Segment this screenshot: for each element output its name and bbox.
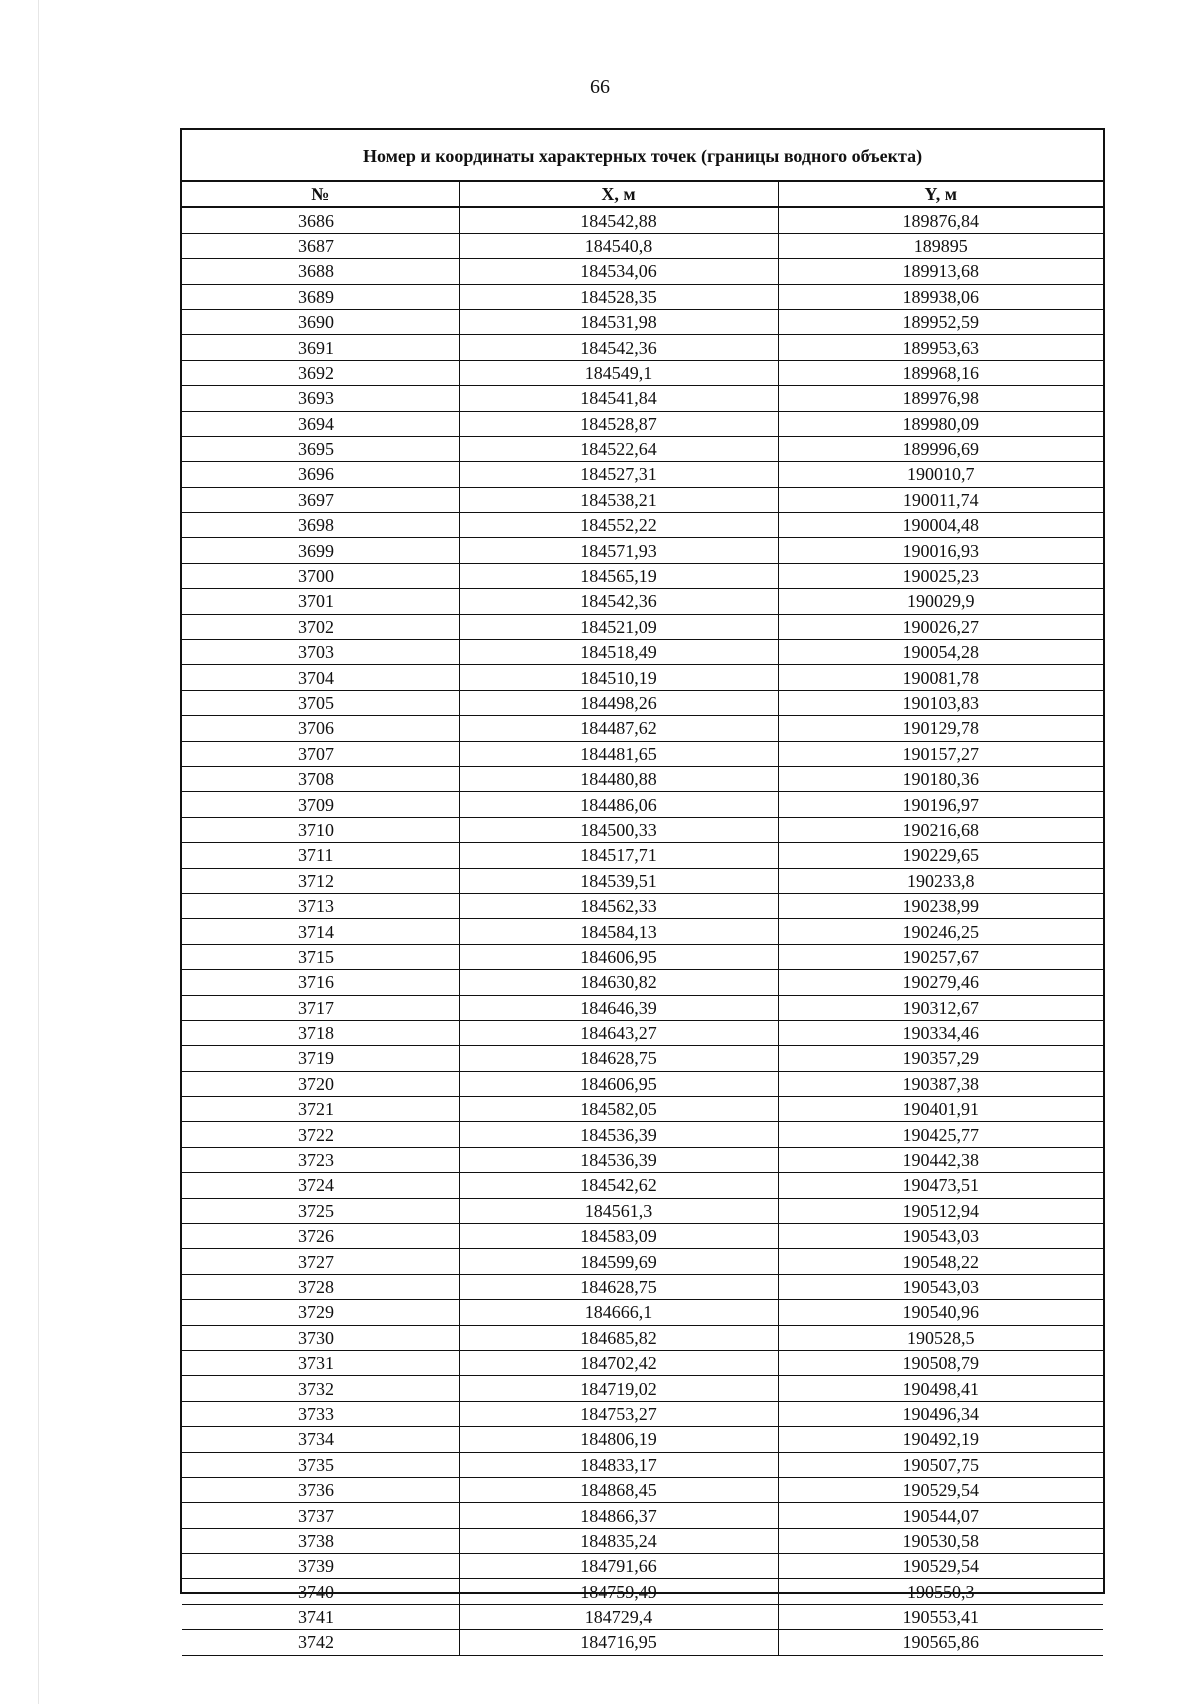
y-coordinate-cell: 190387,38 <box>778 1071 1103 1096</box>
x-coordinate-cell: 184866,37 <box>459 1503 778 1528</box>
x-coordinate-cell: 184582,05 <box>459 1097 778 1122</box>
x-coordinate-cell: 184643,27 <box>459 1020 778 1045</box>
y-coordinate-cell: 189953,63 <box>778 335 1103 360</box>
x-coordinate-cell: 184552,22 <box>459 513 778 538</box>
table-row <box>182 1554 1103 1579</box>
y-coordinate-cell: 190081,78 <box>778 665 1103 690</box>
point-number-cell: 3726 <box>182 1224 459 1249</box>
table-row <box>182 1097 1103 1122</box>
table-row <box>182 1350 1103 1375</box>
y-coordinate-cell: 190004,48 <box>778 513 1103 538</box>
table-row <box>182 309 1103 334</box>
y-coordinate-cell: 190565,86 <box>778 1630 1103 1655</box>
table-caption: Номер и координаты характерных точек (границы водного объекта) <box>182 130 1103 182</box>
y-coordinate-cell: 190029,9 <box>778 589 1103 614</box>
point-number-cell: 3724 <box>182 1173 459 1198</box>
x-coordinate-cell: 184541,84 <box>459 386 778 411</box>
point-number-cell: 3734 <box>182 1427 459 1452</box>
table-row <box>182 233 1103 258</box>
point-number-cell: 3727 <box>182 1249 459 1274</box>
table-row <box>182 259 1103 284</box>
y-coordinate-cell: 190233,8 <box>778 868 1103 893</box>
table-row <box>182 995 1103 1020</box>
x-coordinate-cell: 184759,49 <box>459 1579 778 1604</box>
y-coordinate-cell: 190011,74 <box>778 487 1103 512</box>
point-number-cell: 3689 <box>182 284 459 309</box>
x-coordinate-cell: 184571,93 <box>459 538 778 563</box>
table-row <box>182 1427 1103 1452</box>
table-row <box>182 843 1103 868</box>
point-number-cell: 3739 <box>182 1554 459 1579</box>
y-coordinate-cell: 190498,41 <box>778 1376 1103 1401</box>
x-coordinate-cell: 184481,65 <box>459 741 778 766</box>
coordinates-table <box>182 182 1103 1656</box>
x-coordinate-cell: 184646,39 <box>459 995 778 1020</box>
x-coordinate-cell: 184666,1 <box>459 1300 778 1325</box>
point-number-cell: 3710 <box>182 817 459 842</box>
table-row <box>182 284 1103 309</box>
x-coordinate-cell: 184528,87 <box>459 411 778 436</box>
point-number-cell: 3718 <box>182 1020 459 1045</box>
y-coordinate-cell: 190529,54 <box>778 1554 1103 1579</box>
point-number-cell: 3731 <box>182 1350 459 1375</box>
point-number-cell: 3715 <box>182 944 459 969</box>
table-row <box>182 690 1103 715</box>
point-number-cell: 3686 <box>182 207 459 233</box>
x-coordinate-cell: 184486,06 <box>459 792 778 817</box>
y-coordinate-cell: 190180,36 <box>778 766 1103 791</box>
table-row <box>182 614 1103 639</box>
y-coordinate-cell: 190238,99 <box>778 893 1103 918</box>
x-coordinate-cell: 184528,35 <box>459 284 778 309</box>
y-coordinate-cell: 189968,16 <box>778 360 1103 385</box>
y-coordinate-cell: 189980,09 <box>778 411 1103 436</box>
table-row <box>182 944 1103 969</box>
table-row <box>182 411 1103 436</box>
point-number-cell: 3692 <box>182 360 459 385</box>
x-coordinate-cell: 184606,95 <box>459 1071 778 1096</box>
y-coordinate-cell: 190312,67 <box>778 995 1103 1020</box>
x-coordinate-cell: 184531,98 <box>459 309 778 334</box>
y-coordinate-cell: 190548,22 <box>778 1249 1103 1274</box>
point-number-cell: 3694 <box>182 411 459 436</box>
y-coordinate-cell: 190492,19 <box>778 1427 1103 1452</box>
point-number-cell: 3699 <box>182 538 459 563</box>
point-number-cell: 3704 <box>182 665 459 690</box>
x-coordinate-cell: 184487,62 <box>459 716 778 741</box>
point-number-cell: 3717 <box>182 995 459 1020</box>
x-coordinate-cell: 184806,19 <box>459 1427 778 1452</box>
x-coordinate-cell: 184480,88 <box>459 766 778 791</box>
x-coordinate-cell: 184753,27 <box>459 1401 778 1426</box>
table-row <box>182 817 1103 842</box>
table-row <box>182 360 1103 385</box>
x-coordinate-cell: 184791,66 <box>459 1554 778 1579</box>
table-row <box>182 1020 1103 1045</box>
point-number-cell: 3707 <box>182 741 459 766</box>
x-coordinate-cell: 184599,69 <box>459 1249 778 1274</box>
point-number-cell: 3723 <box>182 1147 459 1172</box>
point-number-cell: 3732 <box>182 1376 459 1401</box>
x-coordinate-cell: 184539,51 <box>459 868 778 893</box>
table-row <box>182 766 1103 791</box>
y-coordinate-cell: 190507,75 <box>778 1452 1103 1477</box>
x-coordinate-cell: 184536,39 <box>459 1147 778 1172</box>
point-number-cell: 3741 <box>182 1604 459 1629</box>
x-coordinate-cell: 184538,21 <box>459 487 778 512</box>
table-row <box>182 462 1103 487</box>
y-coordinate-cell: 189996,69 <box>778 436 1103 461</box>
table-row <box>182 1528 1103 1553</box>
table-row <box>182 1630 1103 1655</box>
x-coordinate-cell: 184498,26 <box>459 690 778 715</box>
y-coordinate-cell: 190334,46 <box>778 1020 1103 1045</box>
y-coordinate-cell: 190246,25 <box>778 919 1103 944</box>
x-coordinate-cell: 184536,39 <box>459 1122 778 1147</box>
y-coordinate-cell: 190529,54 <box>778 1477 1103 1502</box>
header-y: Y, м <box>778 182 1103 207</box>
y-coordinate-cell: 190425,77 <box>778 1122 1103 1147</box>
y-coordinate-cell: 190103,83 <box>778 690 1103 715</box>
y-coordinate-cell: 190544,07 <box>778 1503 1103 1528</box>
y-coordinate-cell: 189976,98 <box>778 386 1103 411</box>
point-number-cell: 3698 <box>182 513 459 538</box>
x-coordinate-cell: 184517,71 <box>459 843 778 868</box>
y-coordinate-cell: 190216,68 <box>778 817 1103 842</box>
x-coordinate-cell: 184542,88 <box>459 207 778 233</box>
x-coordinate-cell: 184729,4 <box>459 1604 778 1629</box>
point-number-cell: 3738 <box>182 1528 459 1553</box>
x-coordinate-cell: 184561,3 <box>459 1198 778 1223</box>
table-row <box>182 741 1103 766</box>
y-coordinate-cell: 190279,46 <box>778 970 1103 995</box>
table-row <box>182 893 1103 918</box>
x-coordinate-cell: 184549,1 <box>459 360 778 385</box>
x-coordinate-cell: 184716,95 <box>459 1630 778 1655</box>
scan-edge-line <box>38 0 39 1704</box>
y-coordinate-cell: 190026,27 <box>778 614 1103 639</box>
point-number-cell: 3690 <box>182 309 459 334</box>
table-row <box>182 563 1103 588</box>
x-coordinate-cell: 184534,06 <box>459 259 778 284</box>
y-coordinate-cell: 190025,23 <box>778 563 1103 588</box>
x-coordinate-cell: 184868,45 <box>459 1477 778 1502</box>
point-number-cell: 3695 <box>182 436 459 461</box>
table-row <box>182 1071 1103 1096</box>
y-coordinate-cell: 190496,34 <box>778 1401 1103 1426</box>
y-coordinate-cell: 190442,38 <box>778 1147 1103 1172</box>
table-row <box>182 1604 1103 1629</box>
y-coordinate-cell: 190512,94 <box>778 1198 1103 1223</box>
point-number-cell: 3691 <box>182 335 459 360</box>
y-coordinate-cell: 190543,03 <box>778 1224 1103 1249</box>
y-coordinate-cell: 190543,03 <box>778 1274 1103 1299</box>
table-row <box>182 1401 1103 1426</box>
y-coordinate-cell: 190553,41 <box>778 1604 1103 1629</box>
point-number-cell: 3709 <box>182 792 459 817</box>
table-row <box>182 487 1103 512</box>
y-coordinate-cell: 189876,84 <box>778 207 1103 233</box>
y-coordinate-cell: 190196,97 <box>778 792 1103 817</box>
table-row <box>182 1452 1103 1477</box>
x-coordinate-cell: 184565,19 <box>459 563 778 588</box>
x-coordinate-cell: 184518,49 <box>459 640 778 665</box>
x-coordinate-cell: 184628,75 <box>459 1046 778 1071</box>
table-row <box>182 1274 1103 1299</box>
y-coordinate-cell: 190129,78 <box>778 716 1103 741</box>
table-row <box>182 792 1103 817</box>
point-number-cell: 3693 <box>182 386 459 411</box>
point-number-cell: 3720 <box>182 1071 459 1096</box>
point-number-cell: 3697 <box>182 487 459 512</box>
point-number-cell: 3722 <box>182 1122 459 1147</box>
table-row <box>182 1249 1103 1274</box>
x-coordinate-cell: 184521,09 <box>459 614 778 639</box>
point-number-cell: 3711 <box>182 843 459 868</box>
point-number-cell: 3688 <box>182 259 459 284</box>
x-coordinate-cell: 184719,02 <box>459 1376 778 1401</box>
point-number-cell: 3701 <box>182 589 459 614</box>
point-number-cell: 3719 <box>182 1046 459 1071</box>
x-coordinate-cell: 184685,82 <box>459 1325 778 1350</box>
point-number-cell: 3730 <box>182 1325 459 1350</box>
y-coordinate-cell: 189938,06 <box>778 284 1103 309</box>
table-row <box>182 589 1103 614</box>
x-coordinate-cell: 184628,75 <box>459 1274 778 1299</box>
point-number-cell: 3716 <box>182 970 459 995</box>
point-number-cell: 3735 <box>182 1452 459 1477</box>
coordinates-table-frame <box>180 128 1105 1653</box>
x-coordinate-cell: 184542,62 <box>459 1173 778 1198</box>
y-coordinate-cell: 190357,29 <box>778 1046 1103 1071</box>
point-number-cell: 3740 <box>182 1579 459 1604</box>
y-coordinate-cell: 189952,59 <box>778 309 1103 334</box>
table-row <box>182 1579 1103 1604</box>
y-coordinate-cell: 189913,68 <box>778 259 1103 284</box>
table-row <box>182 1300 1103 1325</box>
y-coordinate-cell: 190508,79 <box>778 1350 1103 1375</box>
y-coordinate-cell: 190530,58 <box>778 1528 1103 1553</box>
point-number-cell: 3736 <box>182 1477 459 1502</box>
table-row <box>182 970 1103 995</box>
table-row <box>182 1046 1103 1071</box>
table-row <box>182 1173 1103 1198</box>
table-row <box>182 538 1103 563</box>
x-coordinate-cell: 184527,31 <box>459 462 778 487</box>
x-coordinate-cell: 184835,24 <box>459 1528 778 1553</box>
y-coordinate-cell: 190010,7 <box>778 462 1103 487</box>
table-row <box>182 919 1103 944</box>
point-number-cell: 3708 <box>182 766 459 791</box>
point-number-cell: 3703 <box>182 640 459 665</box>
table-row <box>182 665 1103 690</box>
y-coordinate-cell: 190401,91 <box>778 1097 1103 1122</box>
y-coordinate-cell: 190257,67 <box>778 944 1103 969</box>
x-coordinate-cell: 184540,8 <box>459 233 778 258</box>
point-number-cell: 3729 <box>182 1300 459 1325</box>
y-coordinate-cell: 190550,3 <box>778 1579 1103 1604</box>
table-row <box>182 1147 1103 1172</box>
y-coordinate-cell: 190157,27 <box>778 741 1103 766</box>
x-coordinate-cell: 184562,33 <box>459 893 778 918</box>
x-coordinate-cell: 184542,36 <box>459 335 778 360</box>
point-number-cell: 3696 <box>182 462 459 487</box>
point-number-cell: 3702 <box>182 614 459 639</box>
y-coordinate-cell: 190054,28 <box>778 640 1103 665</box>
point-number-cell: 3728 <box>182 1274 459 1299</box>
table-row <box>182 716 1103 741</box>
table-row <box>182 1224 1103 1249</box>
table-row <box>182 1503 1103 1528</box>
page-number: 66 <box>590 76 610 98</box>
point-number-cell: 3737 <box>182 1503 459 1528</box>
y-coordinate-cell: 190528,5 <box>778 1325 1103 1350</box>
point-number-cell: 3714 <box>182 919 459 944</box>
header-x: X, м <box>459 182 778 207</box>
x-coordinate-cell: 184583,09 <box>459 1224 778 1249</box>
y-coordinate-cell: 190229,65 <box>778 843 1103 868</box>
y-coordinate-cell: 190540,96 <box>778 1300 1103 1325</box>
point-number-cell: 3687 <box>182 233 459 258</box>
x-coordinate-cell: 184584,13 <box>459 919 778 944</box>
x-coordinate-cell: 184500,33 <box>459 817 778 842</box>
table-row <box>182 335 1103 360</box>
table-header-row <box>182 182 1103 207</box>
table-row <box>182 1325 1103 1350</box>
table-row <box>182 1122 1103 1147</box>
point-number-cell: 3706 <box>182 716 459 741</box>
point-number-cell: 3705 <box>182 690 459 715</box>
table-row <box>182 513 1103 538</box>
y-coordinate-cell: 190473,51 <box>778 1173 1103 1198</box>
y-coordinate-cell: 190016,93 <box>778 538 1103 563</box>
table-row <box>182 1477 1103 1502</box>
point-number-cell: 3713 <box>182 893 459 918</box>
y-coordinate-cell: 189895 <box>778 233 1103 258</box>
table-row <box>182 1376 1103 1401</box>
x-coordinate-cell: 184606,95 <box>459 944 778 969</box>
point-number-cell: 3725 <box>182 1198 459 1223</box>
x-coordinate-cell: 184510,19 <box>459 665 778 690</box>
table-row <box>182 640 1103 665</box>
point-number-cell: 3700 <box>182 563 459 588</box>
point-number-cell: 3742 <box>182 1630 459 1655</box>
x-coordinate-cell: 184833,17 <box>459 1452 778 1477</box>
table-row <box>182 1198 1103 1223</box>
table-row <box>182 436 1103 461</box>
x-coordinate-cell: 184702,42 <box>459 1350 778 1375</box>
point-number-cell: 3712 <box>182 868 459 893</box>
x-coordinate-cell: 184522,64 <box>459 436 778 461</box>
x-coordinate-cell: 184630,82 <box>459 970 778 995</box>
table-row <box>182 207 1103 233</box>
table-row <box>182 386 1103 411</box>
point-number-cell: 3733 <box>182 1401 459 1426</box>
x-coordinate-cell: 184542,36 <box>459 589 778 614</box>
header-number: № <box>182 182 459 207</box>
table-row <box>182 868 1103 893</box>
point-number-cell: 3721 <box>182 1097 459 1122</box>
